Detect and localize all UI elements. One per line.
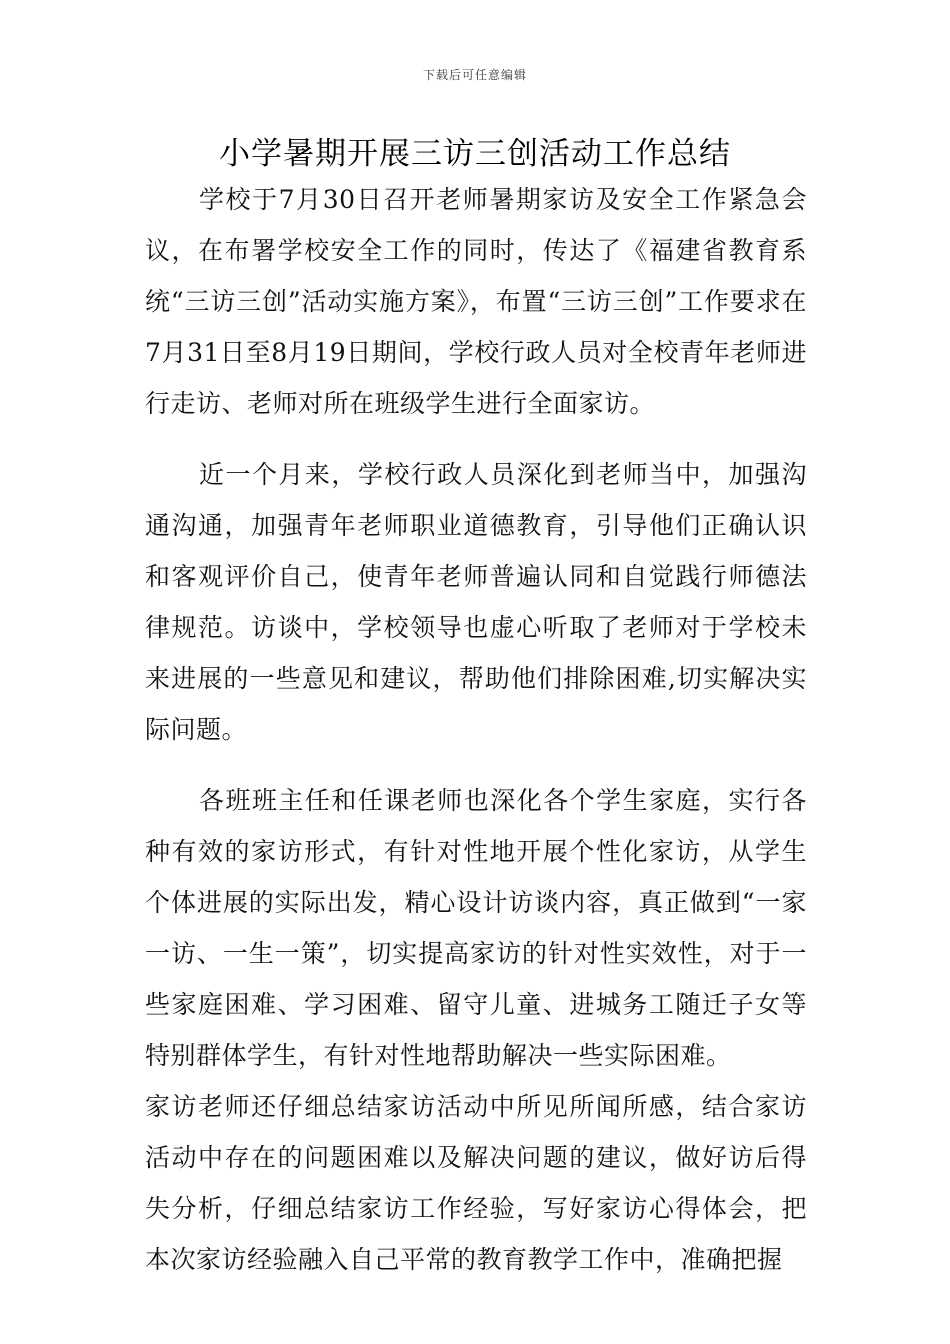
document-body — [145, 174, 807, 1285]
paragraph-summary: 家访老师还仔细总结家访活动中所见所闻所感，结合家访活动中存在的问题困难以及解决问题的建议，做好访后得失分析，仔细总结家访工作经验，写好家访心得体会，把本次家访经验融入自己平常的教育教学工作中，准确把握 — [145, 1092, 807, 1274]
paragraph-home-visits: 各班班主任和任课老师也深化各个学生家庭，实行各种有效的家访形式，有针对性地开展个性化家访，从学生个体进展的实际出发，精心设计访谈内容，真正做到“一家一访、一生一策”，切实提高家访的针对性实效性，对于一些家庭困难、学习困难、留守儿童、进城务工随迁子女等特别群体学生，有针对性地帮助解决一些实际困难。 — [145, 786, 807, 1070]
editable-download-note: 下载后可任意编辑 — [422, 68, 527, 82]
paragraph-meeting: 学校于7月30日召开老师暑期家访及安全工作紧急会议，在布署学校安全工作的同时，传达了《福建省教育系统“三访三创”活动实施方案》，布置“三访三创”工作要求在7月31日至8月19日期间，学校行政人员对全校青年老师进行走访、老师对所在班级学生进行全面家访。 — [145, 185, 807, 418]
document-title: 小学暑期开展三访三创活动工作总结 — [219, 136, 731, 172]
paragraph-teacher-visits: 近一个月来，学校行政人员深化到老师当中，加强沟通沟通，加强青年老师职业道德教育，引导他们正确认识和客观评价自己，使青年老师普遍认同和自觉践行师德法律规范。访谈中，学校领导也虚心听取了老师对于学校未来进展的一些意见和建议，帮助他们排除困难,切实解决实际问题。 — [145, 460, 807, 744]
